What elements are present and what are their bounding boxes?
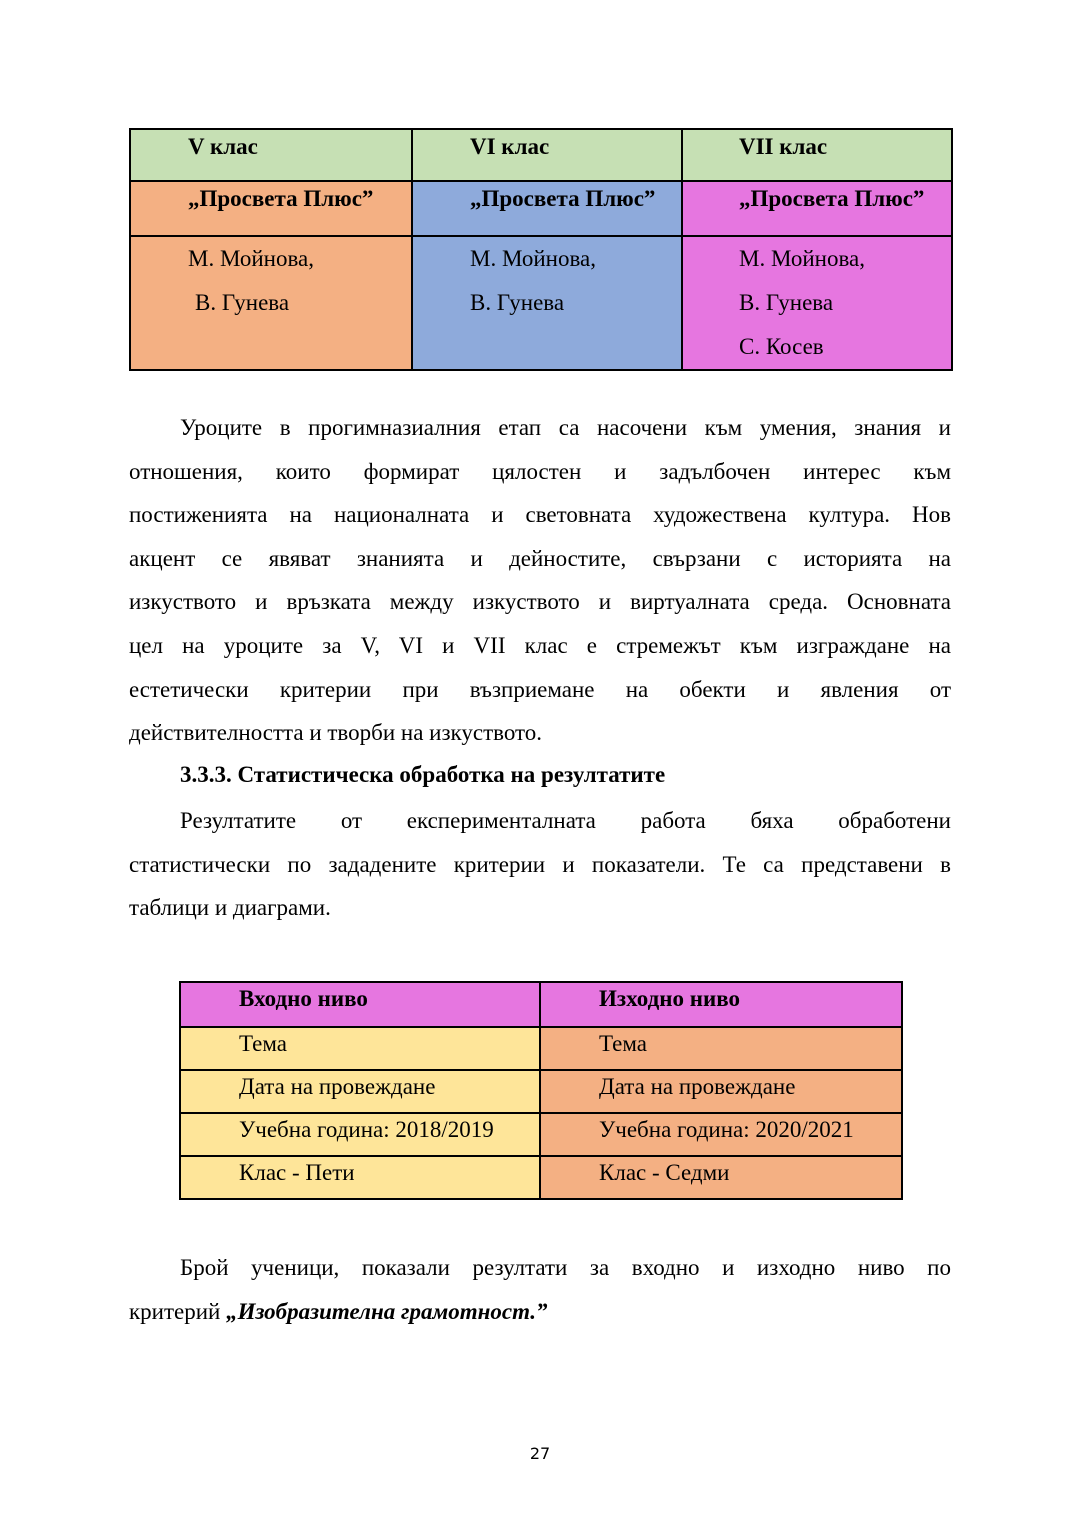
paragraph-line: изкуството и връзката между изкуството и виртуалната среда. Основната <box>129 589 951 615</box>
levels-table <box>179 981 903 1200</box>
paragraph-line: Уроците в прогимназиалния етап са насочени към умения, знания и <box>180 415 951 440</box>
author-name: М. Мойнова, <box>739 246 865 271</box>
table-row <box>180 1070 902 1113</box>
table-cell <box>130 236 412 370</box>
paragraph-line: постиженията на националната и световната художествена култура. Нов <box>129 502 951 528</box>
cell-text: Учебна година: 2018/2019 <box>239 1117 494 1142</box>
grade-vi-header: VI клас <box>470 134 550 159</box>
author-name: В. Гунева <box>739 290 834 315</box>
cell-text: Клас - Пети <box>239 1160 355 1185</box>
table-row <box>180 1027 902 1070</box>
table-cell <box>540 1070 902 1113</box>
criterion-label: критерий <box>129 1298 227 1324</box>
paragraph-line: Резултатите от експерименталната работа бяха обработени <box>180 808 951 833</box>
table-header-cell <box>130 129 412 181</box>
grade-vii-header: VII клас <box>739 134 828 159</box>
table-cell <box>180 1113 540 1156</box>
table-cell <box>180 1070 540 1113</box>
table-cell <box>180 1156 540 1199</box>
paragraph-line: акцент се явяват знанията и дейностите, свързани с историята на <box>129 545 951 571</box>
table-cell <box>180 1027 540 1070</box>
cell-text: Дата на провеждане <box>239 1074 436 1099</box>
paragraph-line: таблици и диаграми. <box>129 895 331 921</box>
table-row <box>180 1113 902 1156</box>
page-number: 27 <box>529 1444 551 1463</box>
section-heading: 3.3.3. Статистическа обработка на резултатите <box>180 762 666 787</box>
paragraph-line: статистически по зададените критерии и показатели. Те са представени в <box>129 851 951 877</box>
cell-text: Клас - Седми <box>599 1160 730 1185</box>
criterion-name: „Изобразителна грамотност.” <box>226 1298 548 1324</box>
publisher-vi: „Просвета Плюс” <box>470 186 656 211</box>
paragraph-line: Брой ученици, показали резултати за входно и изходно ниво по <box>180 1255 951 1280</box>
grade-v-header: V клас <box>188 134 258 159</box>
table-cell <box>130 181 412 236</box>
table-header-cell <box>540 982 902 1027</box>
body-paragraph <box>129 406 951 755</box>
cell-text: Тема <box>599 1031 647 1056</box>
author-name: М. Мойнова, <box>470 246 596 271</box>
table-header-cell <box>412 129 682 181</box>
table-header-cell <box>180 982 540 1027</box>
paragraph-line: действителността и творби на изкуството. <box>129 720 543 746</box>
table-header-cell <box>682 129 952 181</box>
table-row <box>130 181 952 236</box>
cell-text: Тема <box>239 1031 287 1056</box>
table-header-row <box>130 129 952 181</box>
cell-text: Дата на провеждане <box>599 1074 796 1099</box>
publisher-v: „Просвета Плюс” <box>188 186 374 211</box>
body-paragraph <box>129 1246 951 1333</box>
paragraph-line: цел на уроците за V, VI и VII клас е стремежът към изграждане на <box>129 632 951 658</box>
table-cell <box>412 181 682 236</box>
table-header-row <box>180 982 902 1027</box>
table-cell <box>540 1156 902 1199</box>
cell-text: Учебна година: 2020/2021 <box>599 1117 854 1142</box>
author-name: В. Гунева <box>470 290 565 315</box>
table-cell <box>540 1027 902 1070</box>
body-paragraph <box>129 799 951 930</box>
input-level-header: Входно ниво <box>239 986 368 1011</box>
table-row <box>130 236 952 370</box>
paragraph-line: естетически критерии при възприемане на обекти и явления от <box>129 676 951 702</box>
output-level-header: Изходно ниво <box>599 986 740 1011</box>
table-cell <box>540 1113 902 1156</box>
author-name: С. Косев <box>739 334 824 359</box>
textbooks-table <box>129 128 953 371</box>
author-name: М. Мойнова, <box>188 246 314 271</box>
paragraph-line <box>129 1290 951 1334</box>
author-name: В. Гунева <box>195 290 290 315</box>
paragraph-line: отношения, които формират цялостен и задълбочен интерес към <box>129 458 951 484</box>
table-row <box>180 1156 902 1199</box>
table-cell <box>412 236 682 370</box>
table-cell <box>682 181 952 236</box>
table-cell <box>682 236 952 370</box>
publisher-vii: „Просвета Плюс” <box>739 186 925 211</box>
